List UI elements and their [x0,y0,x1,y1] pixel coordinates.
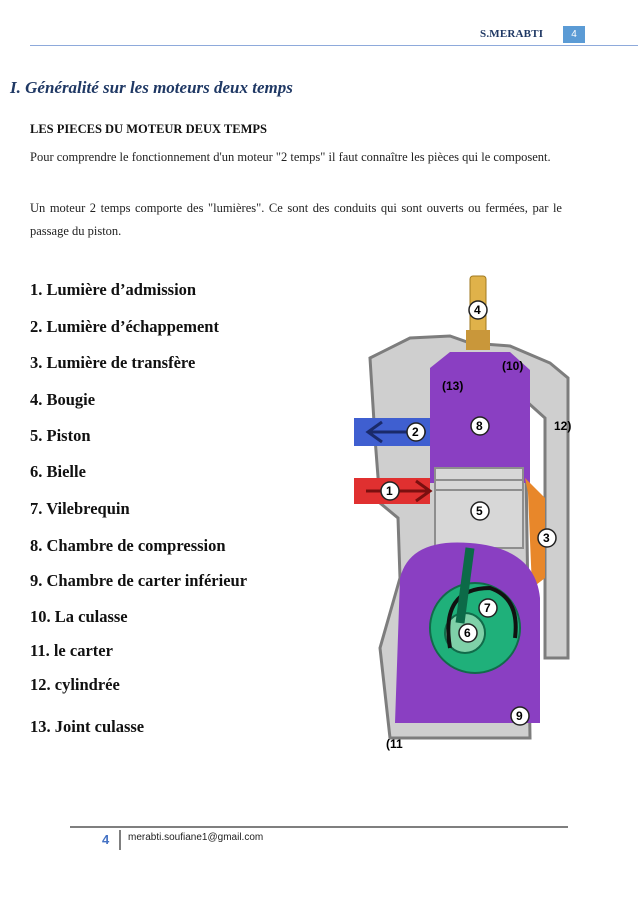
section-title: I. Généralité sur les moteurs deux temps [10,78,293,97]
label-6: 6 [464,626,471,640]
label-8: 8 [476,419,483,433]
part-item: 2. Lumière d’échappement [30,317,219,336]
label-10: (10) [502,359,524,373]
label-7: 7 [484,601,491,615]
part-item: 6. Bielle [30,462,86,481]
part-item: 10. La culasse [30,607,128,626]
label-5: 5 [476,504,483,518]
footer-email: merabti.soufiane1@gmail.com [128,832,264,843]
part-item: 8. Chambre de compression [30,536,226,555]
label-12: 12) [554,419,572,433]
part-item: 13. Joint culasse [30,717,145,736]
part-item: 3. Lumière de transfère [30,353,196,372]
footer-divider [70,826,568,828]
label-4: 4 [474,303,481,317]
footer-separator [119,830,121,850]
header-divider [30,45,638,46]
part-item: 11. le carter [30,641,113,660]
label-11: (11 [386,737,403,751]
header-author: S.MERABTI [480,28,544,40]
engine-diagram [340,268,580,758]
label-2: 2 [412,425,419,439]
part-item: 1. Lumière d’admission [30,280,197,299]
header-page-number: 4 [563,26,585,43]
label-13: (13) [442,379,464,393]
part-item: 12. cylindrée [30,675,120,694]
paragraph-lumieres: Un moteur 2 temps comporte des "lumières". Ce sont des conduits qui sont ouverts ou fermées, par le passage du piston. [30,201,562,238]
label-1: 1 [386,484,393,498]
part-item: 9. Chambre de carter inférieur [30,571,248,590]
paragraph-intro: Pour comprendre le fonctionnement d'un moteur "2 temps" il faut connaître les pièces qui le composent. [30,150,551,164]
part-item: 4. Bougie [30,390,96,409]
spark-plug-base [466,330,490,350]
part-item: 7. Vilebrequin [30,499,130,518]
label-9: 9 [516,709,523,723]
label-3: 3 [543,531,550,545]
footer-page-number: 4 [102,832,110,847]
section-subtitle: LES PIECES DU MOTEUR DEUX TEMPS [30,122,267,136]
part-item: 5. Piston [30,426,91,445]
